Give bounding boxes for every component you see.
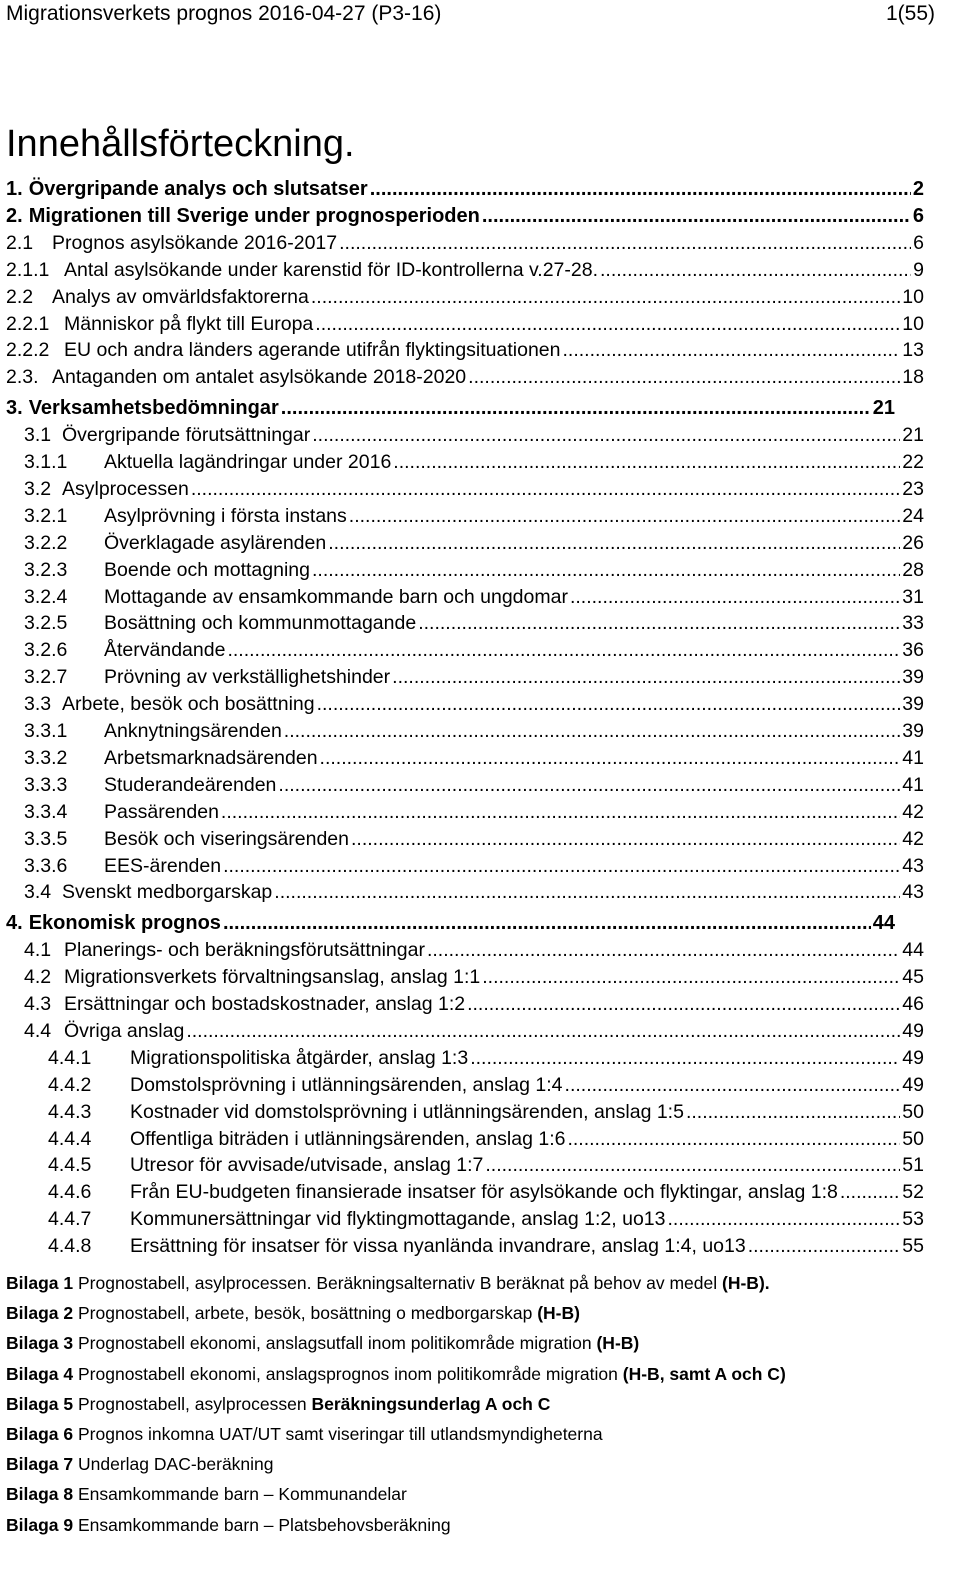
toc-entry[interactable]: [24, 1018, 924, 1044]
toc-number: 3.3.1: [24, 720, 68, 742]
toc-text: Övergripande analys och slutsatser: [28, 178, 368, 200]
toc-dot-leader: [227, 637, 900, 663]
toc-entry[interactable]: [24, 449, 924, 475]
toc-page-number: 39: [902, 693, 924, 716]
toc-dot-leader: [600, 257, 911, 283]
toc-dot-leader: [312, 557, 900, 583]
toc-text: Utresor för avvisade/utvisade, anslag 1:7: [130, 1154, 484, 1177]
toc-page-number: 22: [902, 451, 924, 473]
toc-number: 2.: [6, 204, 23, 227]
appendix-bold-note: (H-B): [596, 1333, 640, 1354]
appendix-text: Prognostabell ekonomi, anslagsprognos inom politikområde migration: [78, 1363, 618, 1384]
toc-entry[interactable]: [48, 1126, 924, 1152]
appendix-text: Ensamkommande barn – Kommunandelar: [78, 1484, 407, 1505]
toc-dot-leader: [748, 1233, 901, 1259]
toc-entry[interactable]: [6, 230, 924, 256]
toc-number: 2.2.2: [6, 339, 50, 362]
toc-page-number: 13: [902, 339, 924, 362]
toc-entry[interactable]: [48, 1099, 924, 1125]
toc-entry[interactable]: [24, 964, 924, 990]
toc-number: 2.3.: [6, 366, 39, 389]
toc-dot-leader: [328, 530, 900, 556]
toc-page-number: 39: [902, 666, 924, 689]
toc-number: 3.: [6, 397, 23, 420]
toc-dot-leader: [339, 230, 911, 256]
toc-text: Svenskt medborgarskap: [62, 881, 273, 904]
toc-page-number: 50: [902, 1100, 924, 1123]
toc-page-number: 49: [902, 1073, 924, 1096]
toc-entry[interactable]: [24, 557, 924, 583]
toc-text: Domstolsprövning i utlänningsärenden, anslag 1:4: [130, 1073, 563, 1096]
toc-dot-leader: [482, 203, 911, 229]
toc-text: Övriga anslag: [64, 1019, 185, 1042]
toc-dot-leader: [467, 991, 900, 1017]
toc-entry[interactable]: [24, 476, 924, 502]
appendix-item: [6, 1424, 603, 1445]
toc-dot-leader: [284, 718, 901, 744]
toc-number: 3.1.1: [24, 451, 68, 473]
toc-number: 2.1: [6, 231, 34, 254]
toc-number: 4.4: [24, 1019, 52, 1042]
toc-entry[interactable]: [48, 1179, 924, 1205]
toc-number: 1.: [6, 178, 23, 200]
toc-dot-leader: [320, 745, 901, 771]
toc-page-number: 49: [902, 1019, 924, 1042]
appendix-label: Bilaga 8: [6, 1484, 74, 1505]
toc-text: Ekonomisk prognos: [28, 912, 221, 935]
toc-dot-leader: [567, 1126, 900, 1152]
toc-text: Studerandeärenden: [104, 773, 277, 796]
appendix-item: [6, 1454, 274, 1475]
toc-entry[interactable]: [24, 584, 924, 610]
toc-dot-leader: [392, 664, 900, 690]
toc-number: 3.2.5: [24, 612, 68, 635]
toc-entry[interactable]: [24, 937, 924, 963]
appendix-text: Prognostabell, asylprocessen: [78, 1393, 307, 1414]
toc-text: Bosättning och kommunmottagande: [104, 612, 417, 635]
toc-page-number: 9: [913, 258, 924, 281]
toc-text: Analys av omvärldsfaktorerna: [52, 285, 309, 308]
toc-number: 2.2.1: [6, 312, 50, 335]
toc-entry[interactable]: [6, 203, 924, 229]
toc-dot-leader: [370, 176, 911, 202]
toc-entry[interactable]: [24, 826, 924, 852]
appendix-item: [6, 1273, 770, 1294]
appendix-label: Bilaga 7: [6, 1454, 74, 1475]
toc-number: 3.2.4: [24, 585, 68, 608]
appendix-text: Underlag DAC-beräkning: [78, 1454, 274, 1475]
toc-text: Prövning av verkställighetshinder: [104, 666, 391, 689]
appendix-item: [6, 1303, 580, 1324]
toc-number: 4.4.4: [48, 1127, 92, 1150]
toc-page-number: 46: [902, 993, 924, 1015]
toc-entry[interactable]: [48, 1206, 924, 1232]
appendix-item: [6, 1515, 451, 1536]
toc-entry[interactable]: [6, 364, 924, 390]
toc-entry[interactable]: [6, 910, 895, 936]
toc-page-number: 21: [902, 424, 924, 447]
appendix-text: Prognostabell, arbete, besök, bosättning o medborgarskap: [78, 1303, 533, 1324]
toc-text: Mottagande av ensamkommande barn och ungdomar: [104, 585, 568, 608]
appendix-label: Bilaga 6: [6, 1424, 74, 1444]
appendix-bold-note: (H-B, samt A och C): [622, 1363, 786, 1384]
toc-number: 3.3.3: [24, 773, 68, 796]
toc-number: 4.4.2: [48, 1073, 92, 1096]
toc-page-number: 2: [912, 178, 924, 200]
toc-number: 3.3: [24, 693, 52, 716]
toc-entry[interactable]: [6, 311, 924, 337]
toc-dot-leader: [427, 937, 900, 963]
toc-dot-leader: [570, 584, 900, 610]
toc-entry[interactable]: [6, 395, 895, 421]
appendix-text: Prognostabell, asylprocessen. Beräkningsalternativ B beräknat på behov av medel: [78, 1273, 718, 1293]
toc-text: Kommunersättningar vid flyktingmottagande, anslag 1:2, uo13: [130, 1208, 666, 1231]
toc-title: Innehållsförteckning.: [6, 123, 355, 165]
toc-text: EU och andra länders agerande utifrån flyktingsituationen: [64, 339, 561, 362]
appendix-bold-note: Beräkningsunderlag A och C: [311, 1393, 551, 1414]
toc-entry[interactable]: [24, 530, 924, 556]
toc-number: 4.4.6: [48, 1181, 92, 1204]
appendix-text: Prognos inkomna UAT/UT samt viseringar till utlandsmyndigheterna: [78, 1424, 603, 1444]
toc-text: Prognos asylsökande 2016-2017: [52, 231, 338, 254]
toc-number: 4.4.7: [48, 1208, 92, 1231]
toc-page-number: 55: [902, 1235, 924, 1258]
toc-text: Anknytningsärenden: [104, 720, 282, 742]
toc-entry[interactable]: [24, 637, 924, 663]
toc-dot-leader: [312, 422, 900, 448]
toc-dot-leader: [221, 799, 900, 825]
toc-text: Aktuella lagändringar under 2016: [104, 451, 392, 473]
toc-page-number: 6: [912, 204, 924, 227]
toc-entry[interactable]: [24, 718, 924, 744]
toc-entry[interactable]: [24, 879, 924, 905]
toc-page-number: 26: [902, 531, 924, 554]
toc-dot-leader: [311, 284, 900, 310]
toc-page-number: 41: [902, 746, 924, 769]
appendix-bold-note: (H-B).: [722, 1273, 770, 1293]
appendix-text: Prognostabell ekonomi, anslagsutfall inom politikområde migration: [78, 1333, 592, 1354]
toc-page-number: 41: [902, 773, 924, 796]
toc-dot-leader: [482, 964, 900, 990]
toc-entry[interactable]: [6, 176, 924, 202]
toc-number: 4.: [6, 912, 23, 935]
toc-dot-leader: [186, 1018, 900, 1044]
toc-page-number: 10: [902, 285, 924, 308]
toc-text: Verksamhetsbedömningar: [28, 397, 279, 420]
toc-page-number: 43: [902, 881, 924, 904]
toc-dot-leader: [351, 826, 900, 852]
toc-entry[interactable]: [6, 337, 924, 363]
page-number: 1(55): [886, 2, 936, 25]
appendix-label: Bilaga 4: [6, 1363, 74, 1384]
toc-entry[interactable]: [24, 503, 924, 529]
toc-page-number: 24: [902, 504, 924, 527]
toc-page-number: 52: [902, 1181, 924, 1204]
toc-page-number: 50: [902, 1127, 924, 1150]
toc-number: 4.4.8: [48, 1235, 92, 1258]
toc-number: 3.2.3: [24, 558, 68, 581]
toc-number: 3.2.2: [24, 531, 68, 554]
toc-number: 4.2: [24, 966, 52, 989]
toc-text: Planerings- och beräkningsförutsättningar: [64, 939, 425, 962]
toc-number: 3.4: [24, 881, 52, 904]
appendix-text: Ensamkommande barn – Platsbehovsberäkning: [78, 1514, 451, 1535]
toc-page-number: 53: [902, 1208, 924, 1231]
toc-page-number: 42: [902, 827, 924, 850]
toc-number: 3.2.1: [24, 504, 68, 527]
toc-dot-leader: [565, 1072, 901, 1098]
toc-dot-leader: [562, 337, 900, 363]
toc-entry[interactable]: [48, 1045, 924, 1071]
toc-page-number: 51: [902, 1154, 924, 1177]
toc-dot-leader: [485, 1152, 900, 1178]
appendix-label: Bilaga 1: [6, 1273, 74, 1293]
toc-dot-leader: [840, 1179, 900, 1205]
toc-number: 3.2.7: [24, 666, 68, 689]
toc-dot-leader: [223, 910, 871, 936]
toc-number: 3.2.6: [24, 639, 68, 662]
toc-entry[interactable]: [24, 610, 924, 636]
toc-number: 3.3.6: [24, 854, 68, 877]
toc-number: 3.1: [24, 424, 52, 447]
toc-dot-leader: [278, 772, 900, 798]
appendix-label: Bilaga 9: [6, 1514, 74, 1535]
toc-dot-leader: [393, 449, 900, 475]
toc-entry[interactable]: [24, 772, 924, 798]
toc-text: Arbete, besök och bosättning: [62, 693, 315, 716]
toc-number: 2.1.1: [6, 258, 50, 281]
toc-page-number: 10: [902, 312, 924, 335]
toc-page-number: 31: [902, 585, 924, 608]
toc-entry[interactable]: [48, 1152, 924, 1178]
toc-entry[interactable]: [24, 691, 924, 717]
toc-text: Kostnader vid domstolsprövning i utlänningsärenden, anslag 1:5: [130, 1100, 684, 1123]
toc-text: Migrationsverkets förvaltningsanslag, anslag 1:1: [64, 966, 481, 989]
toc-number: 4.4.1: [48, 1046, 92, 1069]
toc-entry[interactable]: [6, 257, 924, 283]
toc-dot-leader: [315, 311, 900, 337]
toc-entry[interactable]: [24, 422, 924, 448]
toc-dot-leader: [223, 853, 900, 879]
toc-dot-leader: [468, 364, 900, 390]
toc-page-number: 36: [902, 639, 924, 662]
toc-text: Boende och mottagning: [104, 558, 310, 581]
toc-entry[interactable]: [24, 799, 924, 825]
toc-text: Migrationspolitiska åtgärder, anslag 1:3: [130, 1046, 469, 1069]
toc-text: Offentliga biträden i utlänningsärenden, anslag 1:6: [130, 1127, 566, 1150]
appendix-bold-note: (H-B): [537, 1303, 580, 1324]
toc-dot-leader: [349, 503, 901, 529]
toc-page-number: 44: [902, 939, 924, 962]
toc-text: Antaganden om antalet asylsökande 2018-2020: [52, 366, 467, 389]
toc-dot-leader: [281, 395, 871, 421]
toc-text: Migrationen till Sverige under prognosperioden: [28, 204, 480, 227]
toc-entry[interactable]: [24, 991, 924, 1017]
document-title: Migrationsverkets prognos 2016-04-27 (P3-16): [6, 2, 442, 25]
toc-page-number: 23: [902, 477, 924, 500]
toc-text: Ersättning för insatser för vissa nyanlända invandrare, anslag 1:4, uo13: [130, 1235, 746, 1258]
toc-entry[interactable]: [24, 664, 924, 690]
toc-number: 3.2: [24, 477, 52, 500]
toc-text: Ersättningar och bostadskostnader, anslag 1:2: [64, 993, 466, 1015]
toc-entry[interactable]: [48, 1233, 924, 1259]
toc-dot-leader: [470, 1045, 900, 1071]
appendix-label: Bilaga 2: [6, 1303, 74, 1324]
toc-text: Antal asylsökande under karenstid för ID-kontrollerna v.27-28.: [64, 258, 599, 281]
toc-page-number: 45: [902, 966, 924, 989]
toc-number: 3.3.4: [24, 800, 68, 823]
appendix-label: Bilaga 5: [6, 1393, 74, 1414]
appendix-item: [6, 1364, 786, 1385]
toc-text: Övergripande förutsättningar: [62, 424, 311, 447]
toc-text: EES-ärenden: [104, 854, 222, 877]
appendix-item: [6, 1333, 639, 1354]
toc-dot-leader: [686, 1099, 900, 1125]
toc-entry[interactable]: [24, 745, 924, 771]
toc-text: Passärenden: [104, 800, 219, 823]
toc-entry[interactable]: [48, 1072, 924, 1098]
appendix-item: [6, 1484, 407, 1505]
toc-number: 4.3: [24, 993, 52, 1015]
toc-dot-leader: [191, 476, 900, 502]
page-header: [6, 2, 936, 26]
toc-dot-leader: [274, 879, 900, 905]
toc-dot-leader: [418, 610, 900, 636]
toc-entry[interactable]: [24, 853, 924, 879]
toc-number: 3.3.5: [24, 827, 68, 850]
toc-page-number: 33: [902, 612, 924, 635]
toc-entry[interactable]: [6, 284, 924, 310]
toc-page-number: 42: [902, 800, 924, 823]
toc-text: Från EU-budgeten finansierade insatser för asylsökande och flyktingar, anslag 1:8: [130, 1181, 838, 1204]
appendix-label: Bilaga 3: [6, 1333, 74, 1354]
toc-page-number: 28: [902, 558, 924, 581]
toc-dot-leader: [668, 1206, 901, 1232]
toc-text: Asylprövning i första instans: [104, 504, 347, 527]
toc-page-number: 6: [913, 231, 924, 254]
toc-page-number: 43: [902, 854, 924, 877]
toc-number: 3.3.2: [24, 746, 68, 769]
toc-page-number: 18: [902, 366, 924, 389]
appendix-item: [6, 1394, 550, 1415]
toc-number: 2.2: [6, 285, 34, 308]
toc-page-number: 49: [902, 1046, 924, 1069]
toc-dot-leader: [317, 691, 901, 717]
toc-number: 4.1: [24, 939, 52, 962]
toc-page-number: 44: [872, 912, 895, 935]
toc-text: Besök och viseringsärenden: [104, 827, 349, 850]
toc-text: Arbetsmarknadsärenden: [104, 746, 318, 769]
toc-text: Asylprocessen: [62, 477, 189, 500]
toc-text: Överklagade asylärenden: [104, 531, 327, 554]
toc-number: 4.4.3: [48, 1100, 92, 1123]
toc-page-number: 39: [902, 720, 924, 742]
toc-number: 4.4.5: [48, 1154, 92, 1177]
toc-text: Människor på flykt till Europa: [64, 312, 314, 335]
toc-text: Återvändande: [104, 639, 226, 662]
toc-page-number: 21: [872, 397, 895, 420]
